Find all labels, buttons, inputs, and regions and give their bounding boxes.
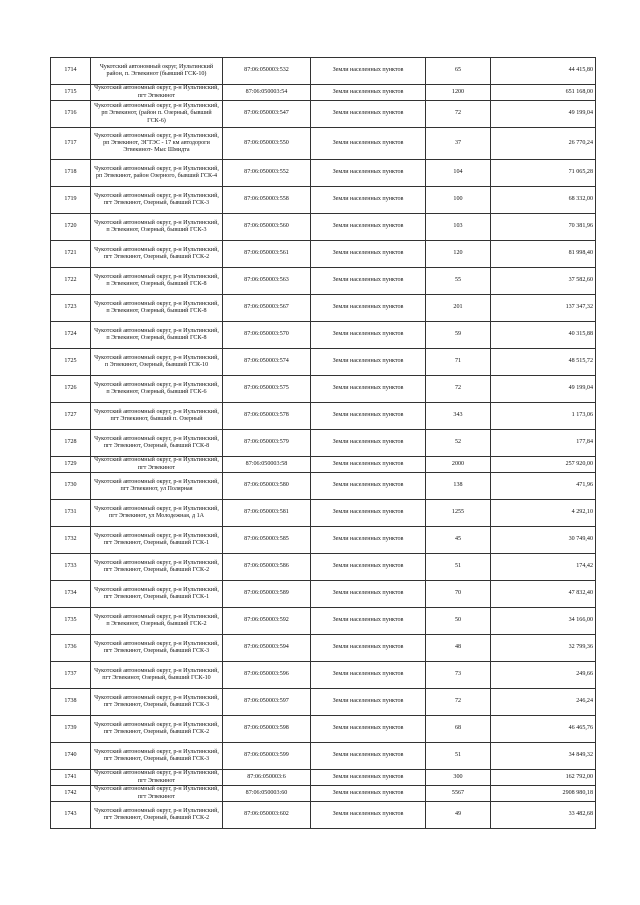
table-row	[51, 214, 596, 241]
cadastral-number-cell: 87:06:050003:596	[223, 662, 311, 689]
row-number-cell: 1740	[51, 743, 91, 770]
land-category-cell: Земли населенных пунктов	[311, 85, 426, 101]
area-cell: 2000	[426, 457, 491, 473]
land-category-cell: Земли населенных пунктов	[311, 786, 426, 802]
land-category-cell: Земли населенных пунктов	[311, 214, 426, 241]
address-cell: Чукотский автономный округ, р-н Иультинский, пгт Эгвекинот, Озерный, бывший ГСК-2	[91, 716, 223, 743]
cadastral-value-cell: 49 199,04	[491, 101, 596, 128]
cadastral-number-cell: 87:06:050003:58	[223, 457, 311, 473]
land-category-cell: Земли населенных пунктов	[311, 527, 426, 554]
area-cell: 300	[426, 770, 491, 786]
area-cell: 104	[426, 160, 491, 187]
table-row	[51, 786, 596, 802]
table-row	[51, 403, 596, 430]
land-category-cell: Земли населенных пунктов	[311, 689, 426, 716]
cadastral-number-cell: 87:06:050003:532	[223, 58, 311, 85]
cadastral-number-cell: 87:06:050003:592	[223, 608, 311, 635]
land-plots-table	[50, 57, 596, 829]
cadastral-number-cell: 87:06:050003:579	[223, 430, 311, 457]
land-category-cell: Земли населенных пунктов	[311, 581, 426, 608]
cadastral-number-cell: 87:06:050003:54	[223, 85, 311, 101]
area-cell: 70	[426, 581, 491, 608]
cadastral-number-cell: 87:06:050003:602	[223, 802, 311, 829]
row-number-cell: 1727	[51, 403, 91, 430]
cadastral-number-cell: 87:06:050003:550	[223, 128, 311, 160]
area-cell: 59	[426, 322, 491, 349]
cadastral-value-cell: 71 065,28	[491, 160, 596, 187]
land-category-cell: Земли населенных пунктов	[311, 608, 426, 635]
row-number-cell: 1742	[51, 786, 91, 802]
area-cell: 65	[426, 58, 491, 85]
cadastral-value-cell: 174,42	[491, 554, 596, 581]
address-cell: Чукотский автономный округ, р-н Иультинский, пгт Эгвекинот, Озерный, бывший ГСК-2	[91, 554, 223, 581]
address-cell: Чукотский автономный округ, р-н Иультинский, п Эгвекинот, Озерный, бывший ГСК-6	[91, 376, 223, 403]
row-number-cell: 1726	[51, 376, 91, 403]
area-cell: 138	[426, 473, 491, 500]
row-number-cell: 1722	[51, 268, 91, 295]
table-row	[51, 802, 596, 829]
table-row	[51, 160, 596, 187]
cadastral-value-cell: 249,66	[491, 662, 596, 689]
row-number-cell: 1737	[51, 662, 91, 689]
area-cell: 201	[426, 295, 491, 322]
land-category-cell: Земли населенных пунктов	[311, 58, 426, 85]
area-cell: 51	[426, 554, 491, 581]
area-cell: 5567	[426, 786, 491, 802]
row-number-cell: 1721	[51, 241, 91, 268]
address-cell: Чукотский автономный округ, р-н Иультинский, пгт Эгвекинот, ул Молодежная, д 1А	[91, 500, 223, 527]
address-cell: Чукотский автономный округ, р-н Иультинский, п Эгвекинот, Озерный, бывший ГСК-3	[91, 214, 223, 241]
table-row	[51, 770, 596, 786]
address-cell: Чукотский автономный округ, р-н Иультинский, рп Эгвекинот, (район п. Озерный, бывший ГСК-6)	[91, 101, 223, 128]
address-cell: Чукотский автономный округ, р-н Иультинский, пгт Эгвекинот	[91, 786, 223, 802]
address-cell: Чукотский автономный округ, р-н Иультинский, рп Эгвекинот, ЭГТЭС - 17 км автодороги Эгвекинот- Мыс Шмидта	[91, 128, 223, 160]
area-cell: 71	[426, 349, 491, 376]
address-cell: Чукотский автономный округ, р-н Иультинский, рп Эгвекинот, район Озерного, бывший ГСК-4	[91, 160, 223, 187]
cadastral-number-cell: 87:06:050003:570	[223, 322, 311, 349]
cadastral-value-cell: 44 415,80	[491, 58, 596, 85]
cadastral-value-cell: 81 998,40	[491, 241, 596, 268]
address-cell: Чукотский автономный округ, р-н Иультинский, пгт Эгвекинот, ул Полярная	[91, 473, 223, 500]
area-cell: 72	[426, 101, 491, 128]
row-number-cell: 1724	[51, 322, 91, 349]
table-row	[51, 689, 596, 716]
land-category-cell: Земли населенных пунктов	[311, 268, 426, 295]
cadastral-number-cell: 87:06:050003:578	[223, 403, 311, 430]
cadastral-number-cell: 87:06:050003:586	[223, 554, 311, 581]
table-row	[51, 241, 596, 268]
land-category-cell: Земли населенных пунктов	[311, 376, 426, 403]
cadastral-value-cell: 471,96	[491, 473, 596, 500]
area-cell: 37	[426, 128, 491, 160]
table-row	[51, 716, 596, 743]
land-category-cell: Земли населенных пунктов	[311, 295, 426, 322]
cadastral-value-cell: 47 832,40	[491, 581, 596, 608]
cadastral-number-cell: 87:06:050003:575	[223, 376, 311, 403]
address-cell: Чукотский автономный округ, р-н Иультинский, пгт Эгвекинот, Озерный, бывший ГСК-3	[91, 743, 223, 770]
cadastral-number-cell: 87:06:050003:552	[223, 160, 311, 187]
cadastral-value-cell: 162 792,00	[491, 770, 596, 786]
address-cell: Чукотский автономный округ, р-н Иультинский, п Эгвекинот, Озерный, бывший ГСК-10	[91, 349, 223, 376]
cadastral-value-cell: 651 168,00	[491, 85, 596, 101]
cadastral-number-cell: 87:06:050003:6	[223, 770, 311, 786]
table-body	[51, 58, 596, 829]
address-cell: Чукотский автономный округ, р-н Иультинский, пгт Эгвекинот, Озерный, бывший ГСК-2	[91, 241, 223, 268]
row-number-cell: 1723	[51, 295, 91, 322]
land-category-cell: Земли населенных пунктов	[311, 743, 426, 770]
cadastral-number-cell: 87:06:050003:560	[223, 214, 311, 241]
row-number-cell: 1715	[51, 85, 91, 101]
cadastral-value-cell: 1 173,06	[491, 403, 596, 430]
cadastral-number-cell: 87:06:050003:589	[223, 581, 311, 608]
cadastral-value-cell: 257 920,00	[491, 457, 596, 473]
row-number-cell: 1738	[51, 689, 91, 716]
table-row	[51, 101, 596, 128]
cadastral-number-cell: 87:06:050003:60	[223, 786, 311, 802]
cadastral-value-cell: 68 332,00	[491, 187, 596, 214]
cadastral-number-cell: 87:06:050003:547	[223, 101, 311, 128]
table-row	[51, 349, 596, 376]
table-row	[51, 608, 596, 635]
row-number-cell: 1725	[51, 349, 91, 376]
row-number-cell: 1720	[51, 214, 91, 241]
area-cell: 103	[426, 214, 491, 241]
cadastral-value-cell: 30 749,40	[491, 527, 596, 554]
land-category-cell: Земли населенных пунктов	[311, 473, 426, 500]
land-category-cell: Земли населенных пунктов	[311, 662, 426, 689]
cadastral-value-cell: 177,84	[491, 430, 596, 457]
address-cell: Чукотский автономный округ, р-н Иультинский, п Эгвекинот, Озерный, бывший ГСК-2	[91, 608, 223, 635]
cadastral-value-cell: 37 582,60	[491, 268, 596, 295]
address-cell: Чукотский автономный округ, р-н Иультинский, пгт Эгвекинот, Озерный, бывший ГСК-3	[91, 689, 223, 716]
row-number-cell: 1741	[51, 770, 91, 786]
cadastral-number-cell: 87:06:050003:580	[223, 473, 311, 500]
row-number-cell: 1735	[51, 608, 91, 635]
row-number-cell: 1739	[51, 716, 91, 743]
address-cell: Чукотский автономный округ, р-н Иультинский, п Эгвекинот, Озерный, бывший ГСК-8	[91, 295, 223, 322]
cadastral-value-cell: 246,24	[491, 689, 596, 716]
address-cell: Чукотский автономный округ, р-н Иультинский, пгт Эгвекинот	[91, 85, 223, 101]
address-cell: Чукотский автономный округ, р-н Иультинский, пгт Эгвекинот	[91, 770, 223, 786]
table-row	[51, 295, 596, 322]
table-row	[51, 376, 596, 403]
land-category-cell: Земли населенных пунктов	[311, 101, 426, 128]
table-row	[51, 554, 596, 581]
area-cell: 50	[426, 608, 491, 635]
cadastral-number-cell: 87:06:050003:598	[223, 716, 311, 743]
table-row	[51, 457, 596, 473]
cadastral-number-cell: 87:06:050003:585	[223, 527, 311, 554]
cadastral-number-cell: 87:06:050003:597	[223, 689, 311, 716]
area-cell: 45	[426, 527, 491, 554]
cadastral-value-cell: 26 770,24	[491, 128, 596, 160]
area-cell: 72	[426, 689, 491, 716]
row-number-cell: 1714	[51, 58, 91, 85]
row-number-cell: 1743	[51, 802, 91, 829]
table-row	[51, 500, 596, 527]
area-cell: 51	[426, 743, 491, 770]
row-number-cell: 1731	[51, 500, 91, 527]
area-cell: 120	[426, 241, 491, 268]
cadastral-value-cell: 33 482,68	[491, 802, 596, 829]
table-row	[51, 743, 596, 770]
cadastral-value-cell: 49 199,04	[491, 376, 596, 403]
cadastral-number-cell: 87:06:050003:599	[223, 743, 311, 770]
land-category-cell: Земли населенных пунктов	[311, 241, 426, 268]
table-row	[51, 635, 596, 662]
cadastral-value-cell: 34 166,00	[491, 608, 596, 635]
cadastral-value-cell: 34 849,32	[491, 743, 596, 770]
land-category-cell: Земли населенных пунктов	[311, 457, 426, 473]
cadastral-value-cell: 2908 980,18	[491, 786, 596, 802]
address-cell: Чукотский автономный округ, р-н Иультинский, пгт Эгвекинот, Озерный, бывший ГСК-10	[91, 662, 223, 689]
area-cell: 49	[426, 802, 491, 829]
table-row	[51, 430, 596, 457]
land-category-cell: Земли населенных пунктов	[311, 128, 426, 160]
land-category-cell: Земли населенных пунктов	[311, 160, 426, 187]
cadastral-number-cell: 87:06:050003:567	[223, 295, 311, 322]
area-cell: 55	[426, 268, 491, 295]
row-number-cell: 1718	[51, 160, 91, 187]
table-row	[51, 128, 596, 160]
cadastral-number-cell: 87:06:050003:558	[223, 187, 311, 214]
land-category-cell: Земли населенных пунктов	[311, 635, 426, 662]
table-row	[51, 473, 596, 500]
address-cell: Чукотский автономный округ, р-н Иультинский, пгт Эгвекинот, Озерный, бывший ГСК-8	[91, 430, 223, 457]
row-number-cell: 1729	[51, 457, 91, 473]
cadastral-value-cell: 137 347,32	[491, 295, 596, 322]
address-cell: Чукотский автономный округ, р-н Иультинский, пгт Эгвекинот, Озерный, бывший ГСК-2	[91, 802, 223, 829]
address-cell: Чукотский автономный округ, р-н Иультинский, пгт Эгвекинот	[91, 457, 223, 473]
land-category-cell: Земли населенных пунктов	[311, 322, 426, 349]
cadastral-value-cell: 48 515,72	[491, 349, 596, 376]
cadastral-value-cell: 40 315,88	[491, 322, 596, 349]
land-category-cell: Земли населенных пунктов	[311, 770, 426, 786]
address-cell: Чукотский автономный округ, р-н Иультинский, пгт Эгвекинот, Озерный, бывший ГСК-1	[91, 527, 223, 554]
area-cell: 343	[426, 403, 491, 430]
table-row	[51, 187, 596, 214]
cadastral-number-cell: 87:06:050003:574	[223, 349, 311, 376]
address-cell: Чукотский автономный округ, р-н Иультинский, пгт Эгвекинот, Озерный, бывший ГСК-3	[91, 187, 223, 214]
land-category-cell: Земли населенных пунктов	[311, 500, 426, 527]
table-row	[51, 581, 596, 608]
row-number-cell: 1717	[51, 128, 91, 160]
area-cell: 72	[426, 376, 491, 403]
cadastral-value-cell: 46 465,76	[491, 716, 596, 743]
land-category-cell: Земли населенных пунктов	[311, 554, 426, 581]
row-number-cell: 1734	[51, 581, 91, 608]
row-number-cell: 1730	[51, 473, 91, 500]
area-cell: 48	[426, 635, 491, 662]
row-number-cell: 1728	[51, 430, 91, 457]
table-row	[51, 527, 596, 554]
land-category-cell: Земли населенных пунктов	[311, 349, 426, 376]
address-cell: Чукотский автономный округ, р-н Иультинский, пгт Эгвекинот, Озерный, бывший ГСК-3	[91, 635, 223, 662]
land-category-cell: Земли населенных пунктов	[311, 403, 426, 430]
row-number-cell: 1719	[51, 187, 91, 214]
land-category-cell: Земли населенных пунктов	[311, 430, 426, 457]
cadastral-value-cell: 70 381,96	[491, 214, 596, 241]
cadastral-value-cell: 32 799,36	[491, 635, 596, 662]
address-cell: Чукотский автономный округ, Иультинский район, п. Эгвекинот (бывший ГСК-10)	[91, 58, 223, 85]
row-number-cell: 1716	[51, 101, 91, 128]
cadastral-number-cell: 87:06:050003:581	[223, 500, 311, 527]
area-cell: 52	[426, 430, 491, 457]
address-cell: Чукотский автономный округ, р-н Иультинский, пгт Эгвекинот, бывший п. Озерный	[91, 403, 223, 430]
table-row	[51, 268, 596, 295]
row-number-cell: 1733	[51, 554, 91, 581]
area-cell: 100	[426, 187, 491, 214]
address-cell: Чукотский автономный округ, р-н Иультинский, п Эгвекинот, Озерный, бывший ГСК-8	[91, 268, 223, 295]
cadastral-number-cell: 87:06:050003:561	[223, 241, 311, 268]
row-number-cell: 1736	[51, 635, 91, 662]
table-row	[51, 58, 596, 85]
area-cell: 73	[426, 662, 491, 689]
land-category-cell: Земли населенных пунктов	[311, 802, 426, 829]
table-row	[51, 322, 596, 349]
row-number-cell: 1732	[51, 527, 91, 554]
land-category-cell: Земли населенных пунктов	[311, 716, 426, 743]
address-cell: Чукотский автономный округ, р-н Иультинский, п Эгвекинот, Озерный, бывший ГСК-8	[91, 322, 223, 349]
area-cell: 1200	[426, 85, 491, 101]
cadastral-value-cell: 4 292,10	[491, 500, 596, 527]
cadastral-number-cell: 87:06:050003:563	[223, 268, 311, 295]
address-cell: Чукотский автономный округ, р-н Иультинский, пгт Эгвекинот, Озерный, бывший ГСК-1	[91, 581, 223, 608]
table-row	[51, 85, 596, 101]
cadastral-number-cell: 87:06:050003:594	[223, 635, 311, 662]
table-row	[51, 662, 596, 689]
area-cell: 68	[426, 716, 491, 743]
area-cell: 1255	[426, 500, 491, 527]
land-category-cell: Земли населенных пунктов	[311, 187, 426, 214]
